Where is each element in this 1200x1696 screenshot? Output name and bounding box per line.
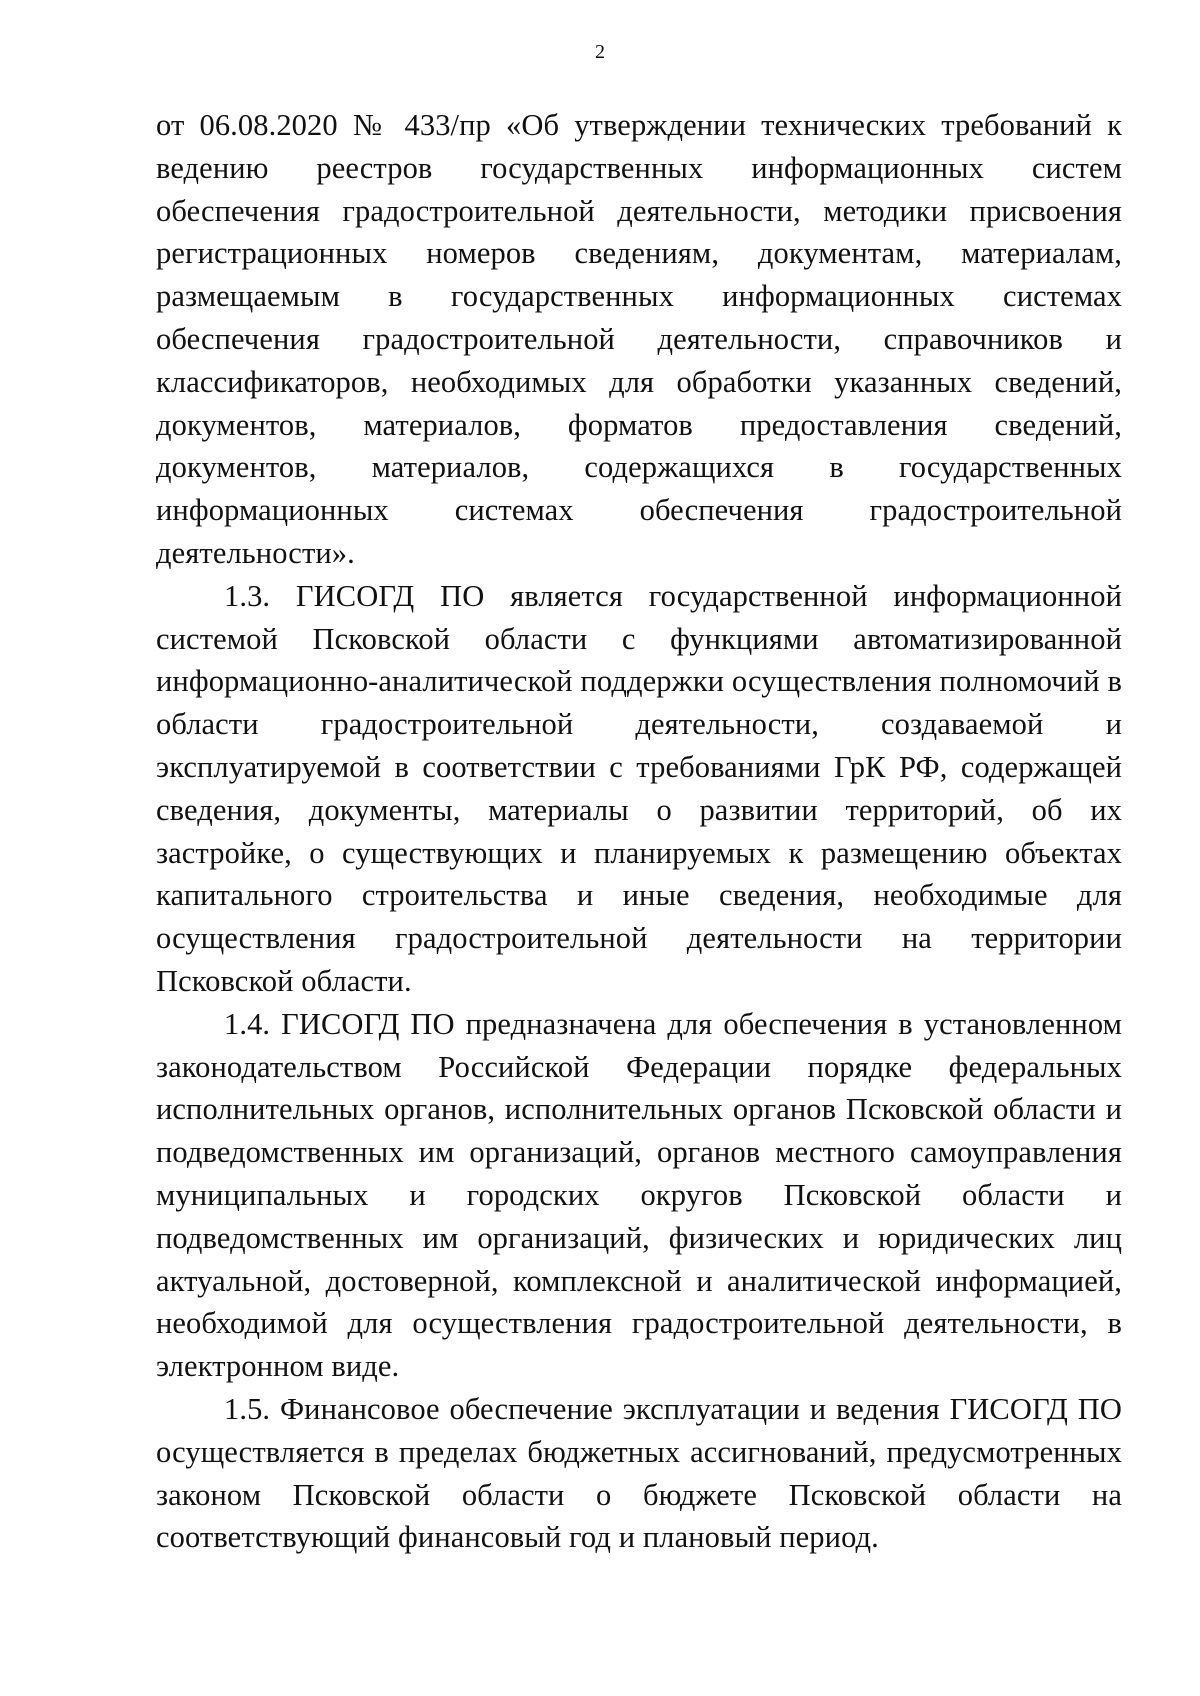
paragraph-continued: от 06.08.2020 № 433/пр «Об утверждении технических требований к ведению реестров государственных информационных систем обеспечения градостроительной деятельности, методики присвоения регистрационных номеров сведениям, документам, материалам, размещаемым в государственных информационных системах обеспечения градостроительной деятельности, справочников и классификаторов, необходимых для обработки указанных сведений, документов, материалов, форматов предоставления сведений, документов, материалов, содержащихся в государственных информационных системах обеспечения градостроительной деятельности».: [156, 108, 1122, 570]
paragraph-1-4: 1.4. ГИСОГД ПО предназначена для обеспечения в установленном законодательством Российской Федерации порядке федеральных исполнительных органов, исполнительных органов Псковской области и подведомственных им организаций, органов местного самоуправления муниципальных и городских округов Псковской области и подведомственных им организаций, физических и юридических лиц актуальной, достоверной, комплексной и аналитической информацией, необходимой для осуществления градостроительной деятельности, в электронном виде.: [156, 1006, 1122, 1384]
page-number: 2: [595, 41, 605, 63]
paragraph-1-3: 1.3. ГИСОГД ПО является государственной информационной системой Псковской области с функциями автоматизированной информационно-аналитической поддержки осуществления полномочий в области градостроительной деятельности, создаваемой и эксплуатируемой в соответствии с требованиями ГрК РФ, содержащей сведения, документы, материалы о развитии территорий, об их застройке, о существующих и планируемых к размещению объектах капитального строительства и иные сведения, необходимые для осуществления градостроительной деятельности на территории Псковской области.: [156, 578, 1122, 998]
paragraph-1-5: 1.5. Финансовое обеспечение эксплуатации и ведения ГИСОГД ПО осуществляется в пределах бюджетных ассигнований, предусмотренных законом Псковской области о бюджете Псковской области на соответствующий финансовый год и плановый период.: [156, 1391, 1122, 1555]
document-body: [156, 104, 1122, 1559]
